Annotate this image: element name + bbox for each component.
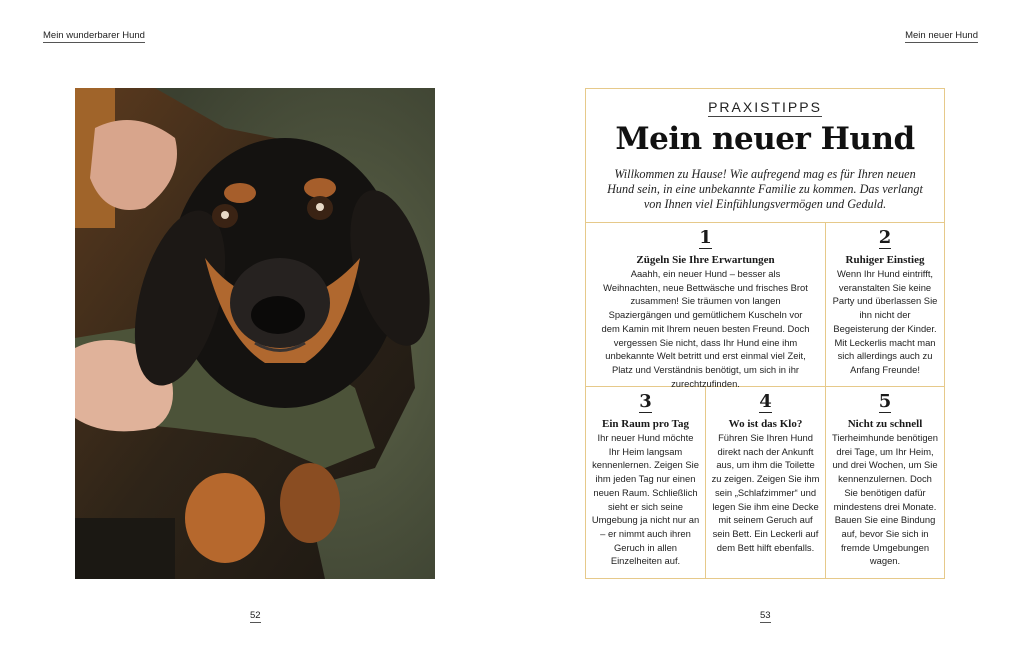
box-header [586, 89, 944, 223]
tip-title: Ein Raum pro Tag [602, 418, 689, 430]
tip-5 [826, 387, 944, 578]
running-head-right: Mein neuer Hund [905, 30, 978, 41]
praxistipps-box [585, 88, 945, 579]
tip-title: Wo ist das Klo? [728, 418, 803, 430]
tip-text: Wenn Ihr Hund eintrifft, veranstalten Sie keine Party und überlassen Sie ihn nicht der Begeisterung der Kinder. Mit Leckerlis macht man sich allerdings auch zu Anfang Freunde! [832, 268, 938, 375]
page-number-right: 53 [760, 610, 771, 621]
box-title: Mein neuer Hund [615, 121, 915, 157]
running-head-left: Mein wunderbarer Hund [43, 30, 145, 41]
tip-text: Ihr neuer Hund möchte Ihr Heim langsam kennenlernen. Zeigen Sie ihm jeden Tag nur einen neuen Raum. Schließlich sieht er sich seine Umgebung ja nicht nur an – er nimmt auch ihren Geruch in allen Einzelheiten auf. [591, 432, 700, 567]
kicker-label: PRAXISTIPPS [708, 99, 822, 115]
intro-text: Willkommen zu Hause! Wie aufregend mag es für Ihren neuen Hund sein, in eine unbekannte Familie zu kommen. Das verlangt von Ihnen viel Einfühlungsvermögen und Geduld. [607, 167, 923, 211]
tip-3 [586, 387, 706, 578]
tip-text: Führen Sie Ihren Hund direkt nach der Ankunft aus, um ihm die Toilette zu zeigen. Zeigen Sie ihm sein „Schlafzimmer“ und legen Sie ihm eine Decke mit seinem Geruch auf sein Bett. Ein Leckerli auf dem Bett hilft ebenfalls. [711, 432, 820, 553]
tip-title: Ruhiger Einstieg [845, 254, 925, 266]
tip-title: Nicht zu schnell [847, 418, 923, 430]
dog-photo-icon [75, 88, 435, 579]
tip-number: 5 [878, 391, 892, 412]
tip-text: Tierheimhunde benötigen drei Tage, um Ihr Heim, und drei Wochen, um Sie kennenzulernen. Doch Sie benötigen dafür mindestens drei Monate. Bauen Sie eine Bindung auf, bevor Sie sich in fremde Umgebungen wagen. [832, 432, 938, 567]
tip-4 [706, 387, 826, 578]
tip-number: 4 [759, 391, 772, 412]
tip-number: 2 [878, 227, 892, 248]
dog-photo [75, 88, 435, 579]
tip-title: Zügeln Sie Ihre Erwartungen [636, 254, 775, 266]
tip-1 [586, 223, 826, 387]
tip-number: 3 [639, 391, 652, 412]
tip-text: Aaahh, ein neuer Hund – besser als Weihnachten, neue Bettwäsche und frisches Brot zusammen! Sie träumen von langen Spaziergängen und gemütlichem Kuscheln vor dem Kamin mit Ihrem neuen besten Freund. Doch vergessen Sie nicht, dass Ihr Hund eine ihm unbekannte Welt betritt und erst einmal viel Zeit, Platz und Verständnis benötigt, um sich in ihr zurechtzufinden. [601, 268, 810, 389]
tip-number: 1 [699, 227, 712, 248]
tip-2 [826, 223, 944, 387]
page-number-left: 52 [250, 610, 261, 621]
